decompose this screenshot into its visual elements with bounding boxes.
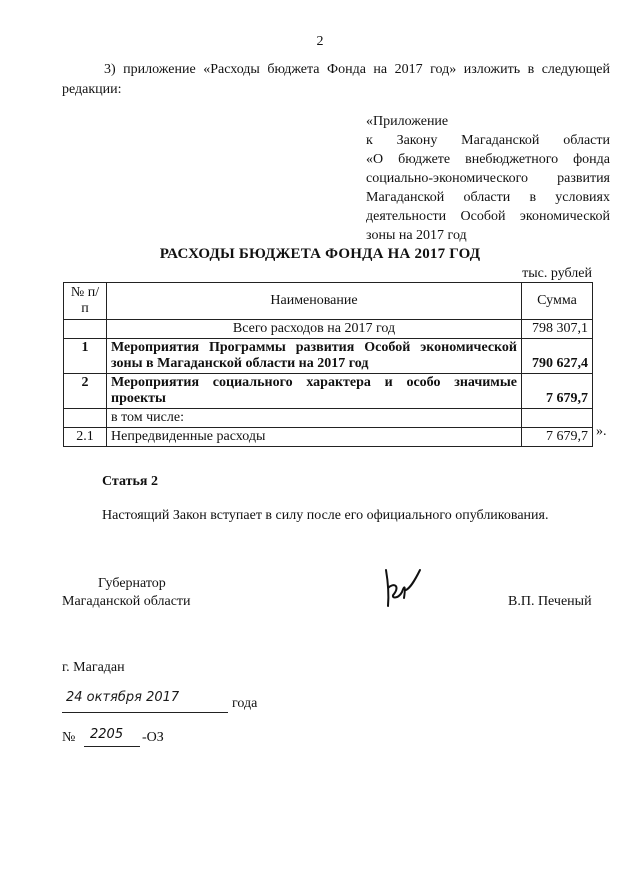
row-name: Мероприятия социального характера и особо значимые проекты: [107, 374, 522, 409]
handwritten-date: 24 октября 2017: [66, 690, 180, 705]
header-name: Наименование: [107, 283, 522, 320]
row-num: [64, 409, 107, 428]
law-number-suffix: -ОЗ: [142, 730, 164, 745]
city-label: г. Магадан: [62, 660, 125, 675]
appendix-line: социально-экономического развития: [366, 171, 610, 186]
row-sum: 790 627,4: [522, 339, 593, 374]
appendix-header: [366, 112, 610, 245]
handwritten-law-number: 2205: [90, 727, 124, 742]
date-suffix: года: [232, 696, 258, 711]
table-header-row: [64, 283, 593, 320]
article-heading: Статья 2: [102, 474, 158, 489]
table-row: [64, 374, 593, 409]
governor-name: В.П. Печеный: [508, 594, 592, 609]
row-name: в том числе:: [107, 409, 522, 428]
closing-quote: ».: [596, 424, 607, 439]
signature-image: [380, 562, 426, 617]
table-row: [64, 428, 593, 447]
row-sum: 7 679,7: [522, 374, 593, 409]
row-sum: 7 679,7: [522, 428, 593, 447]
row-sum: 798 307,1: [522, 320, 593, 339]
row-sum: [522, 409, 593, 428]
row-num: [64, 320, 107, 339]
appendix-line: «Приложение: [366, 114, 449, 129]
intro-paragraph: 3) приложение «Расходы бюджета Фонда на 2017 год» изложить в следующей редакции:: [62, 62, 610, 97]
table-row: [64, 339, 593, 374]
number-sign: №: [62, 730, 76, 745]
governor-region: Магаданской области: [62, 594, 191, 609]
appendix-line: «О бюджете внебюджетного фонда: [366, 152, 610, 167]
header-num: № п/п: [64, 283, 107, 320]
row-name: Мероприятия Программы развития Особой экономической зоны в Магаданской области на 2017 год: [107, 339, 522, 374]
table-row: [64, 409, 593, 428]
appendix-line: зоны на 2017 год: [366, 228, 467, 243]
header-sum: Сумма: [522, 283, 593, 320]
appendix-line: Магаданской области в условиях: [366, 190, 610, 205]
table-row: [64, 320, 593, 339]
law-text: Настоящий Закон вступает в силу после его официального опубликования.: [102, 508, 549, 523]
appendix-line: к Закону Магаданской области: [366, 133, 610, 148]
page-number: 2: [316, 34, 324, 49]
signature-icon: [380, 562, 426, 612]
row-name: Всего расходов на 2017 год: [107, 320, 522, 339]
document-title: РАСХОДЫ БЮДЖЕТА ФОНДА НА 2017 ГОД: [159, 246, 481, 262]
appendix-line: деятельности Особой экономической: [366, 209, 610, 224]
row-num: 2: [64, 374, 107, 409]
row-num: 1: [64, 339, 107, 374]
row-num: 2.1: [64, 428, 107, 447]
expenses-table: [63, 282, 593, 447]
units-label: тыс. рублей: [522, 266, 592, 281]
row-name: Непредвиденные расходы: [107, 428, 522, 447]
governor-title: Губернатор: [98, 576, 166, 591]
